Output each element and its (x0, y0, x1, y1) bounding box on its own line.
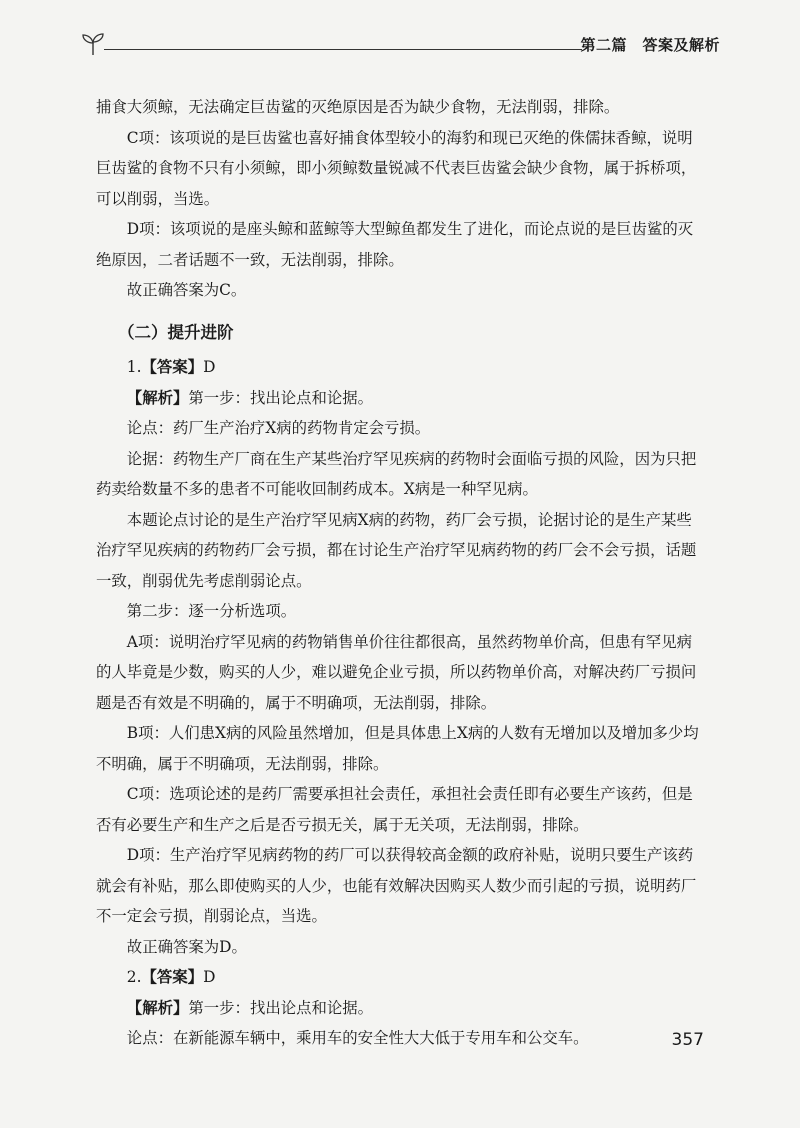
q1-paragraph: A项：说明治疗罕见病的药物销售单价往往都很高，虽然药物单价高，但患有罕见病的人毕竟是少数，购买的人少，难以避免企业亏损，所以药物单价高，对解决药厂亏损问题是否有效是不明确的，属于不明确项，无法削弱，排除。 (96, 632, 697, 712)
page-number: 357 (671, 1030, 704, 1050)
q1-paragraph: D项：生产治疗罕见病药物的药厂可以获得较高金额的政府补贴，说明只要生产该药就会有补贴，那么即使购买的人少，也能有效解决因购买人数少而引起的亏损，说明药厂不一定会亏损，削弱论点，当选。 (96, 846, 697, 925)
paragraph-continuation: 捕食大须鲸，无法确定巨齿鲨的灭绝原因是否为缺少食物，无法削弱，排除。 (96, 98, 620, 116)
q1-analysis-first: 第一步：找出论点和论据。 (188, 388, 374, 407)
section-title: 第二篇 答案及解析 (580, 36, 720, 54)
q1-answer-line (96, 352, 702, 383)
q1-analysis-tag: 【解析】 (126, 388, 189, 407)
q1-paragraph: 第二步：逐一分析选项。 (126, 602, 297, 620)
section-heading: （二）提升进阶 (118, 322, 234, 342)
q2-answer-tag: 【答案】 (141, 968, 204, 986)
q1-paragraph: 故正确答案为D。 (126, 937, 247, 956)
q1-number: 1. (126, 358, 142, 376)
q1-paragraph: B项：人们患X病的风险虽然增加，但是具体患上X病的人数有无增加以及增加多少均不明确，属于不明确项，无法削弱，排除。 (96, 724, 699, 773)
q1-paragraph: 论据：药物生产厂商在生产某些治疗罕见疾病的药物时会面临亏损的风险，因为只把药卖给数量不多的患者不可能收回制药成本。X病是一种罕见病。 (96, 449, 697, 498)
q1-paragraph: 论点：药厂生产治疗X病的药物肯定会亏损。 (126, 419, 431, 437)
q2-number: 2. (126, 968, 142, 986)
q1-answer: D (203, 358, 216, 376)
paragraph-option-d: D项：该项说的是座头鲸和蓝鲸等大型鲸鱼都发生了进化，而论点说的是巨齿鲨的灭绝原因，二者话题不一致，无法削弱，排除。 (96, 220, 694, 269)
q1-answer-tag: 【答案】 (141, 358, 204, 376)
paragraph-option-c: C项：该项说的是巨齿鲨也喜好捕食体型较小的海豹和现已灭绝的侏儒抹香鲸，说明巨齿鲨的食物不只有小须鲸，即小须鲸数量锐减不代表巨齿鲨会缺少食物，属于拆桥项，可以削弱，当选。 (96, 128, 697, 208)
paragraph-answer: 故正确答案为C。 (126, 281, 247, 299)
q1-paragraph: C项：选项论述的是药厂需要承担社会责任，承担社会责任即有必要生产该药，但是否有必要生产和生产之后是否亏损无关，属于无关项，无法削弱，排除。 (96, 785, 693, 834)
q2-paragraph: 论点：在新能源车辆中，乘用车的安全性大大低于专用车和公交车。 (126, 1029, 589, 1047)
q2-answer-line (96, 962, 702, 993)
page-body (96, 92, 702, 1054)
header-rule (104, 49, 582, 50)
q2-analysis-line (96, 993, 702, 1024)
q2-answer: D (203, 968, 216, 986)
q1-analysis-line (96, 383, 702, 414)
q2-analysis-first: 第一步：找出论点和论据。 (188, 998, 374, 1017)
q1-paragraph: 本题论点讨论的是生产治疗罕见病X病的药物，药厂会亏损，论据讨论的是生产某些治疗罕见疾病的药物药厂会亏损，都在讨论生产治疗罕见病药物的药厂会不会亏损，话题一致，削弱优先考虑削弱论点。 (96, 510, 697, 590)
sprout-icon (80, 30, 106, 56)
q2-analysis-tag: 【解析】 (126, 998, 189, 1017)
page-header (80, 30, 720, 60)
